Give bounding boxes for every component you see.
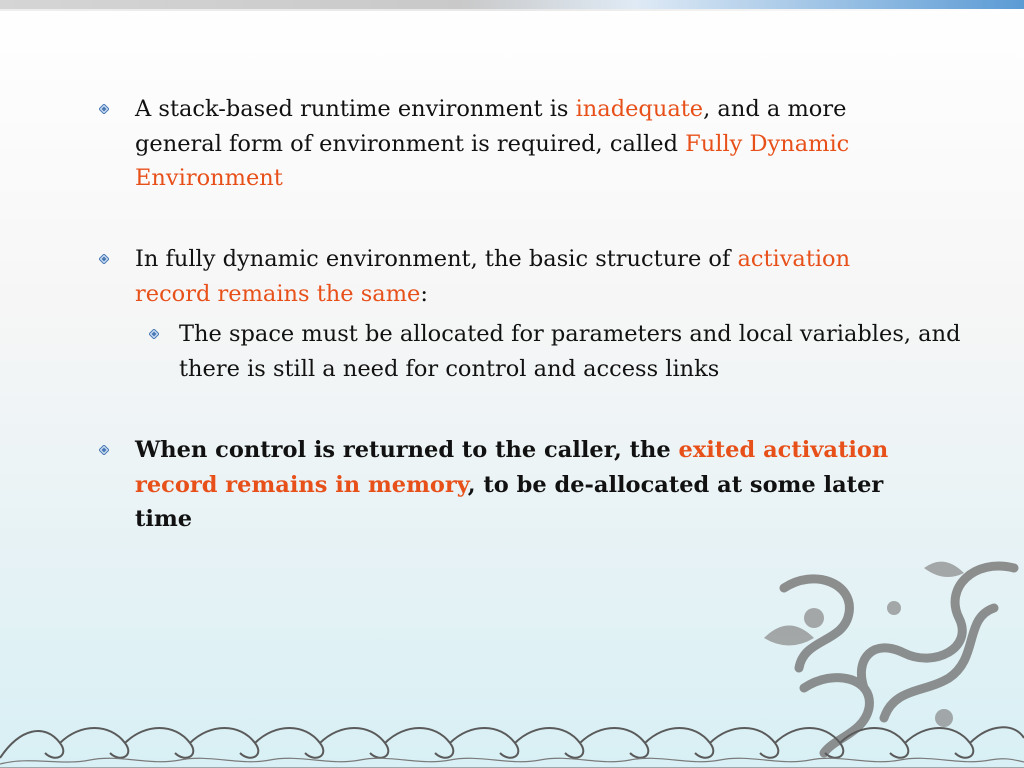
bullet-1 bbox=[135, 92, 915, 196]
bullet-1-highlight: inadequate bbox=[575, 96, 704, 122]
bullet-3-text-cont: , to be de-allocated at some later time bbox=[135, 471, 884, 532]
diamond-bullet-icon bbox=[99, 445, 109, 455]
diamond-bullet-icon bbox=[149, 329, 159, 339]
bullet-2 bbox=[135, 242, 915, 311]
bullet-1-text-cont: , and a more general form of environment is required, called bbox=[135, 96, 847, 157]
bullet-1-term: Fully Dynamic Environment bbox=[135, 130, 850, 191]
bullet-2-highlight: activation record remains the same bbox=[135, 246, 851, 307]
bullet-3-text: When control is returned to the caller, the bbox=[135, 437, 679, 463]
diamond-bullet-icon bbox=[99, 104, 109, 114]
sub-bullet-1 bbox=[179, 317, 969, 386]
bullet-1-text: A stack-based runtime environment is bbox=[135, 96, 576, 122]
sub-bullet-1-text: The space must be allocated for parameters and local variables, and there is still a need for control and access links bbox=[179, 321, 961, 382]
waves-icon bbox=[0, 708, 1024, 768]
bullet-3-highlight: exited activation record remains in memory bbox=[135, 437, 889, 498]
bullet-2-text: In fully dynamic environment, the basic structure of bbox=[135, 246, 738, 272]
diamond-bullet-icon bbox=[99, 254, 109, 264]
bullet-2-colon: : bbox=[420, 280, 428, 307]
bullet-3 bbox=[135, 433, 925, 537]
